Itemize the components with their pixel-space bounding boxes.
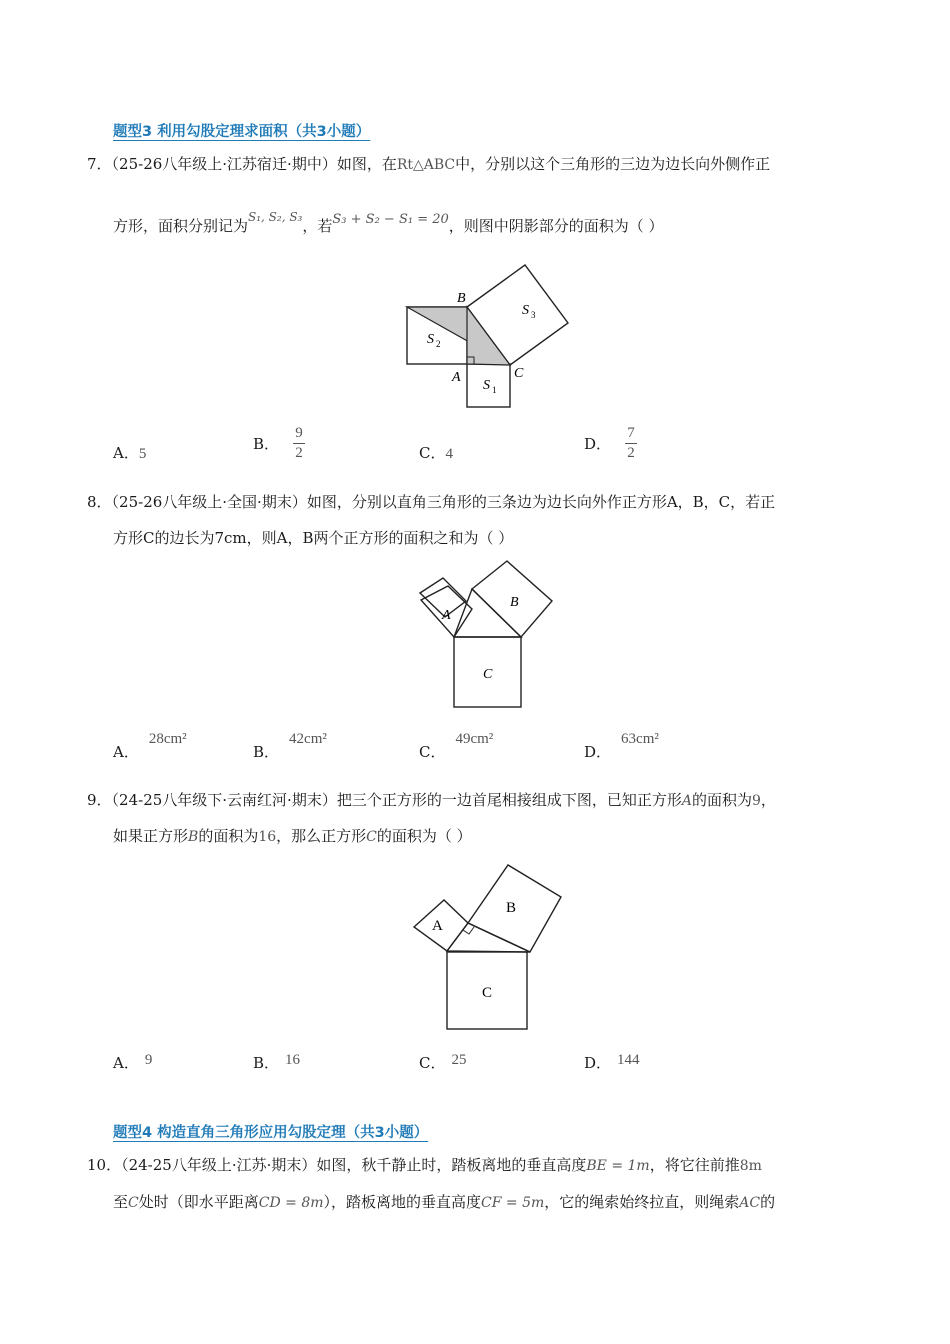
label-A: A xyxy=(432,918,443,934)
label-S1-sub: 1 xyxy=(492,385,497,395)
q8-figure xyxy=(410,555,570,715)
label-C: C xyxy=(483,667,493,682)
question-number: 10． xyxy=(87,1156,122,1174)
q8-option-b: B．42cm² xyxy=(253,731,327,761)
label-C: C xyxy=(514,366,524,381)
label-A: A xyxy=(452,370,461,385)
triangle xyxy=(447,923,530,952)
label-C: C xyxy=(482,985,493,1001)
question-number: 7． xyxy=(87,155,112,173)
q9-option-c: C． 25 xyxy=(419,1052,467,1072)
q9-option-d: D． 144 xyxy=(584,1052,640,1072)
question-7-line-2: 方形，面积分别记为$^{S_1, S_2, S_3}$，若S₃ + S₂ − S₁ = 20，则图中阴影部分的面积为（ ） xyxy=(113,210,664,235)
label-B: B xyxy=(510,595,519,610)
question-number: 8． xyxy=(87,493,112,511)
question-8-line-2: 方形C的边长为7cm，则A，B两个正方形的面积之和为（ ） xyxy=(113,529,514,547)
q9-figure xyxy=(405,855,575,1040)
q8-option-d: D．63cm² xyxy=(584,731,659,761)
label-B: B xyxy=(506,900,517,916)
q8-option-a: A．28cm² xyxy=(113,731,187,761)
section-title-3: 题型3 利用勾股定理求面积（共3小题） xyxy=(113,124,371,140)
label-B: B xyxy=(457,291,466,306)
question-7-line-1: 7．（25-26八年级上·江苏宿迁·期中）如图，在Rt△ABC中，分别以这个三角形的三边为边长向外侧作正 xyxy=(87,155,771,173)
q9-option-b: B． 16 xyxy=(253,1052,301,1072)
question-number: 9． xyxy=(87,791,112,809)
shaded-triangle-2 xyxy=(467,307,510,365)
label-A: A xyxy=(442,608,451,623)
q7-option-a: A．5 xyxy=(113,444,147,462)
question-10-line-2: 至C处时（即水平距离CD = 8m），踏板离地的垂直高度CF = 5m，它的绳索始终拉直，则绳索AC的 xyxy=(113,1193,776,1211)
label-S3-sub: 3 xyxy=(531,310,536,320)
q8-option-c: C．49cm² xyxy=(419,731,494,761)
question-10-line-1: 10．（24-25八年级上·江苏·期末）如图，秋千静止时，踏板离地的垂直高度BE = 1m，将它往前推8m xyxy=(87,1156,762,1174)
label-S2: S xyxy=(427,332,434,347)
label-S1: S xyxy=(483,378,490,393)
question-9-line-1: 9．（24-25八年级下·云南红河·期末）把三个正方形的一边首尾相接组成下图，已知正方形A的面积为9， xyxy=(87,791,776,809)
label-S2-sub: 2 xyxy=(436,339,441,349)
question-9-line-2: 如果正方形B的面积为16，那么正方形C的面积为（ ） xyxy=(113,827,472,845)
q7-option-c: C．4 xyxy=(419,444,453,462)
label-S3: S xyxy=(522,303,529,318)
q7-figure xyxy=(400,260,580,415)
q7-option-d: D． $\frac{7}{2}$ xyxy=(584,424,637,463)
q7-option-b: B． $\frac{9}{2}$ xyxy=(253,424,305,463)
question-8-line-1: 8．（25-26八年级上·全国·期末）如图，分别以直角三角形的三条边为边长向外作正方形A，B，C，若正 xyxy=(87,493,776,511)
section-title-4: 题型4 构造直角三角形应用勾股定理（共3小题） xyxy=(113,1125,429,1141)
q9-option-a: A． 9 xyxy=(113,1052,153,1072)
